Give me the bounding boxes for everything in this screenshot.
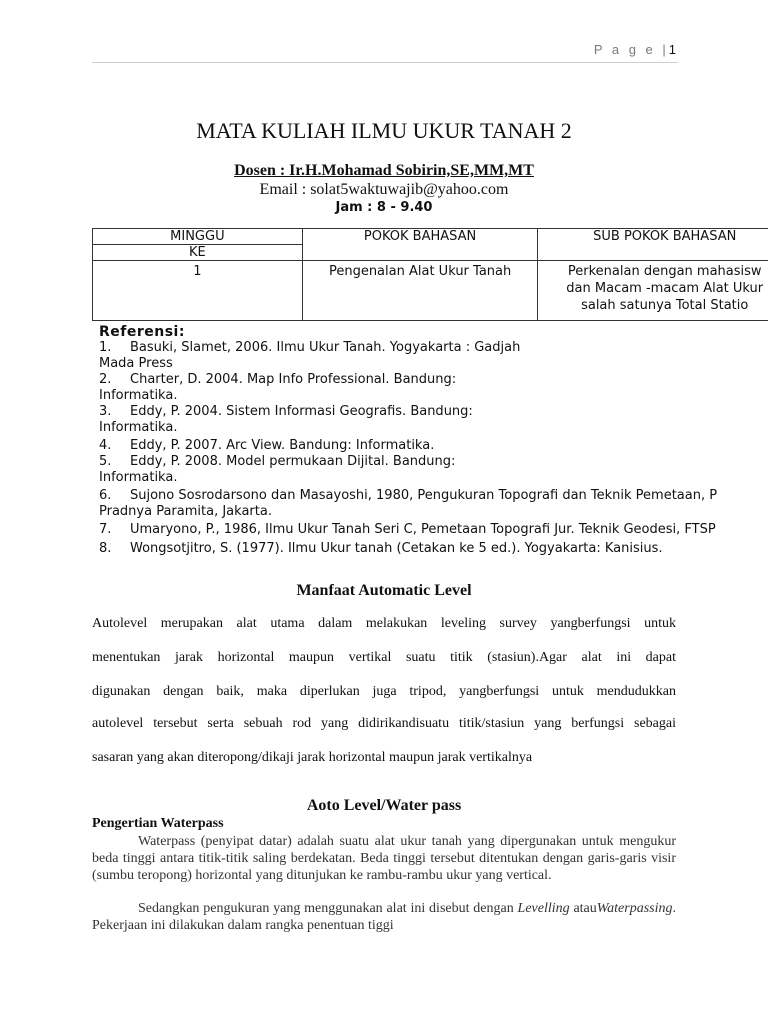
page-number: 1 <box>668 42 676 57</box>
list-item <box>99 488 768 504</box>
paragraph-line: Autolevel merupakan alat utama dalam melakukan leveling survey yangberfungsi untuk <box>92 616 676 631</box>
item-text: Charter, D. 2004. Map Info Professional. Bandung: <box>130 372 457 387</box>
item-continuation: Informatika. <box>99 470 178 485</box>
page-number-label <box>594 42 676 57</box>
cell-pokok: Pengenalan Alat Ukur Tanah <box>302 261 538 321</box>
item-continuation: Mada Press <box>99 356 173 371</box>
table-row <box>93 261 768 321</box>
item-text: Sujono Sosrodarsono dan Masayoshi, 1980, Pengukuran Topografi dan Teknik Pemetaan, P <box>130 488 718 503</box>
document-title: MATA KULIAH ILMU UKUR TANAH 2 <box>196 118 572 143</box>
header-pokok: POKOK BAHASAN <box>302 229 538 261</box>
text-span: . Pekerjaan ini dilakukan dalam rangka penentuan tiggi <box>92 901 676 933</box>
item-number: 7. <box>99 522 112 537</box>
item-text: Umaryono, P., 1986, Ilmu Ukur Tanah Seri C, Pemetaan Topografi Jur. Teknik Geodesi, FTSP <box>130 522 716 537</box>
list-item <box>99 438 768 454</box>
list-item <box>99 404 768 420</box>
header-ke: KE <box>93 245 303 261</box>
cell-sub-line: salah satunya Total Statio <box>581 298 749 313</box>
list-item <box>99 454 768 470</box>
item-number: 4. <box>99 438 112 453</box>
paragraph-line: sasaran yang akan diteropong/dikaji jarak horizontal maupun jarak vertikalnya <box>92 750 533 765</box>
cell-minggu: 1 <box>93 261 303 321</box>
item-text: Eddy, P. 2004. Sistem Informasi Geografis. Bandung: <box>130 404 473 419</box>
item-continuation: Informatika. <box>99 388 178 403</box>
section-heading-manfaat: Manfaat Automatic Level <box>296 582 472 599</box>
list-item <box>99 340 768 356</box>
text-span: Sedangkan pengukuran yang menggunakan alat ini disebut dengan <box>138 901 518 916</box>
paragraph-line: menentukan jarak horizontal maupun vertikal suatu titik (stasiun).Agar alat ini dapat <box>92 650 676 665</box>
item-number: 3. <box>99 404 112 419</box>
item-number: 2. <box>99 372 112 387</box>
emphasis-waterpassing: Waterpassing <box>596 901 673 916</box>
page-label: P a g e | <box>593 42 669 57</box>
cell-sub-line: dan Macam -macam Alat Ukur <box>566 281 764 296</box>
reference-title: Referensi: <box>99 324 185 340</box>
item-text: Basuki, Slamet, 2006. Ilmu Ukur Tanah. Yogyakarta : Gadjah <box>130 340 521 355</box>
item-number: 5. <box>99 454 112 469</box>
item-text: Eddy, P. 2008. Model permukaan Dijital. Bandung: <box>130 454 456 469</box>
item-continuation: Informatika. <box>99 420 178 435</box>
item-number: 1. <box>99 340 112 355</box>
item-text: Wongsotjitro, S. (1977). Ilmu Ukur tanah (Cetakan ke 5 ed.). Yogyakarta: Kanisius. <box>130 541 663 556</box>
cell-sub-pokok <box>538 261 768 321</box>
paragraph-line: autolevel tersebut serta sebuah rod yang didirikandisuatu titik/stasiun yang berfungsi sebagai <box>92 716 676 731</box>
subheading-pengertian: Pengertian Waterpass <box>92 816 224 831</box>
header-minggu: MINGGU <box>93 229 303 245</box>
email-line: Email : solat5waktuwajib@yahoo.com <box>259 181 509 198</box>
list-item <box>99 522 768 538</box>
course-table <box>92 228 768 321</box>
item-continuation: Pradnya Paramita, Jakarta. <box>99 504 272 519</box>
cell-sub-line: Perkenalan dengan mahasisw <box>567 264 762 279</box>
list-item <box>99 372 768 388</box>
schedule-line: Jam : 8 - 9.40 <box>335 200 433 215</box>
lecturer-line: Dosen : Ir.H.Mohamad Sobirin,SE,MM,MT <box>234 162 534 179</box>
item-number: 8. <box>99 541 112 556</box>
item-text: Eddy, P. 2007. Arc View. Bandung: Informatika. <box>130 438 435 453</box>
paragraph-waterpass: Waterpass (penyipat datar) adalah suatu alat ukur tanah yang dipergunakan untuk mengukur beda tinggi antara titik-titik saling berdekatan. Beda tinggi tersebut ditentukan dengan garis-garis visir (sumbu teropong) horizontal yang ditunjukan ke rambu-rambu ukur yang vertical. <box>92 834 676 883</box>
emphasis-levelling: Levelling <box>517 901 570 916</box>
paragraph-levelling <box>92 900 676 934</box>
paragraph-line: digunakan dengan baik, maka diperlukan juga tripod, yangberfungsi untuk mendudukkan <box>92 684 676 699</box>
item-number: 6. <box>99 488 112 503</box>
header-sub-pokok: SUB POKOK BAHASAN <box>538 229 768 261</box>
text-span: atau <box>569 901 597 916</box>
list-item <box>99 541 768 557</box>
section-heading-aoto-level: Aoto Level/Water pass <box>306 797 462 814</box>
page-header <box>92 40 678 63</box>
reference-list <box>99 324 768 557</box>
